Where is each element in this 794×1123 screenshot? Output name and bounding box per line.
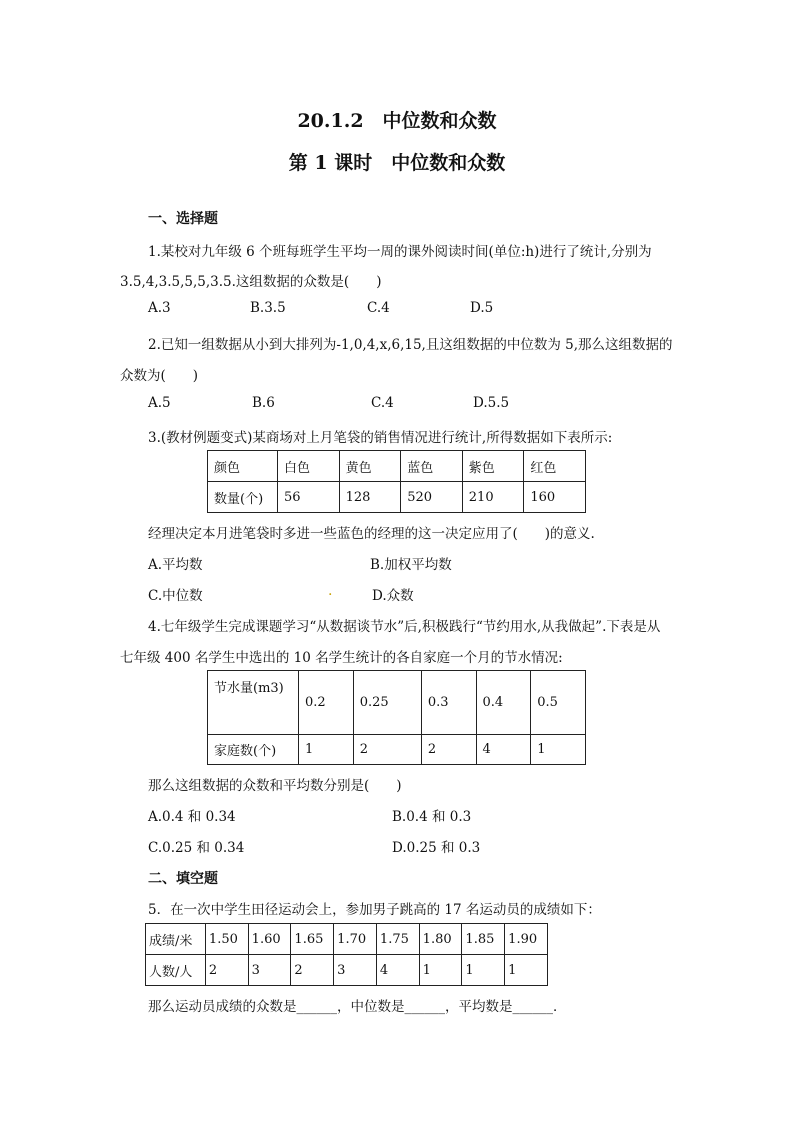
table-cell: 1 — [462, 955, 505, 986]
question-5-table — [145, 923, 548, 986]
question-1-option-b: B.3.5 — [250, 300, 286, 316]
table-cell: 2 — [291, 955, 334, 986]
table-cell: 0.5 — [531, 671, 586, 735]
table-cell: 2 — [421, 735, 476, 765]
table-cell: 3 — [334, 955, 377, 986]
question-3-option-a: A.平均数 — [148, 557, 203, 573]
table-cell: 1.60 — [248, 924, 291, 955]
question-3-option-b: B.加权平均数 — [370, 557, 452, 573]
question-1-line-1: 1.某校对九年级 6 个班每班学生平均一周的课外阅读时间(单位:h)进行了统计,分别为 — [148, 244, 652, 260]
question-1-line-2: 3.5,4,3.5,5,5,3.5.这组数据的众数是( ) — [120, 274, 382, 290]
table-row — [208, 671, 586, 735]
question-4-option-b: B.0.4 和 0.3 — [392, 809, 472, 825]
table-cell: 0.4 — [476, 671, 531, 735]
question-5-line-2: 那么运动员成绩的众数是______，中位数是______，平均数是______． — [148, 999, 567, 1015]
table-row — [208, 735, 586, 765]
table-cell: 0.25 — [353, 671, 421, 735]
question-4-line-2: 七年级 400 名学生中选出的 10 名学生统计的各自家庭一个月的节水情况: — [120, 650, 563, 666]
section-heading-choice: 一、选择题 — [148, 211, 218, 227]
question-3-option-d: D.众数 — [372, 588, 414, 604]
table-cell: 1.85 — [462, 924, 505, 955]
table-cell: 家庭数(个) — [208, 735, 299, 765]
table-cell: 成绩/米 — [146, 924, 206, 955]
page-title: 20.1.2 中位数和众数 — [297, 110, 497, 132]
table-cell: 210 — [462, 482, 524, 513]
table-cell: 蓝色 — [401, 451, 463, 482]
table-cell: 节水量(m3) — [208, 671, 299, 735]
table-cell: 1.65 — [291, 924, 334, 955]
table-cell: 人数/人 — [146, 955, 206, 986]
table-cell: 1.80 — [419, 924, 462, 955]
table-cell: 4 — [476, 735, 531, 765]
table-cell: 1.90 — [505, 924, 548, 955]
question-2-option-b: B.6 — [252, 395, 275, 411]
table-cell: 1.75 — [376, 924, 419, 955]
table-row — [208, 482, 586, 513]
table-cell: 3 — [248, 955, 291, 986]
question-4-line-1: 4.七年级学生完成课题学习“从数据谈节水”后,积极践行“节约用水,从我做起”.下表是从 — [148, 619, 661, 635]
table-cell: 1.70 — [334, 924, 377, 955]
table-cell: 2 — [353, 735, 421, 765]
question-2-option-c: C.4 — [371, 395, 394, 411]
table-cell: 0.3 — [421, 671, 476, 735]
table-row — [208, 451, 586, 482]
question-3-table — [207, 450, 586, 513]
question-4-line-3: 那么这组数据的众数和平均数分别是( ) — [148, 778, 402, 794]
table-row — [146, 955, 548, 986]
table-cell: 56 — [278, 482, 340, 513]
table-cell: 红色 — [524, 451, 586, 482]
question-1-option-c: C.4 — [367, 300, 390, 316]
question-3-option-c: C.中位数 — [148, 588, 203, 604]
lesson-subtitle: 第 1 课时 中位数和众数 — [288, 152, 506, 174]
question-4-option-a: A.0.4 和 0.34 — [148, 809, 236, 825]
table-cell: 黄色 — [339, 451, 401, 482]
question-3-line-2: 经理决定本月进笔袋时多进一些蓝色的经理的这一决定应用了( )的意义. — [148, 526, 595, 542]
table-cell: 2 — [205, 955, 248, 986]
table-row — [146, 924, 548, 955]
table-cell: 1 — [299, 735, 354, 765]
table-cell: 0.2 — [299, 671, 354, 735]
question-3-line-1: 3.(教材例题变式)某商场对上月笔袋的销售情况进行统计,所得数据如下表所示: — [148, 430, 613, 446]
question-2-option-d: D.5.5 — [473, 395, 510, 411]
table-cell: 1 — [419, 955, 462, 986]
question-5-line-1: 5．在一次中学生田径运动会上，参加男子跳高的 17 名运动员的成绩如下： — [148, 902, 601, 918]
table-cell: 4 — [376, 955, 419, 986]
question-4-option-c: C.0.25 和 0.34 — [148, 840, 245, 856]
table-cell: 1 — [531, 735, 586, 765]
question-2-option-a: A.5 — [148, 395, 171, 411]
question-2-line-1: 2.已知一组数据从小到大排列为-1,0,4,x,6,15,且这组数据的中位数为 5,那么这组数据的 — [148, 337, 673, 353]
table-cell: 1 — [505, 955, 548, 986]
table-cell: 160 — [524, 482, 586, 513]
table-cell: 白色 — [278, 451, 340, 482]
stray-mark: . — [328, 583, 333, 599]
table-cell: 紫色 — [462, 451, 524, 482]
question-2-line-2: 众数为( ) — [120, 368, 199, 384]
question-4-table — [207, 670, 586, 765]
table-cell: 1.50 — [205, 924, 248, 955]
table-cell: 颜色 — [208, 451, 278, 482]
table-cell: 128 — [339, 482, 401, 513]
question-1-option-a: A.3 — [148, 300, 171, 316]
table-cell: 520 — [401, 482, 463, 513]
question-1-option-d: D.5 — [470, 300, 494, 316]
table-cell: 数量(个) — [208, 482, 278, 513]
question-4-option-d: D.0.25 和 0.3 — [392, 840, 481, 856]
section-heading-fill: 二、填空题 — [148, 871, 218, 887]
